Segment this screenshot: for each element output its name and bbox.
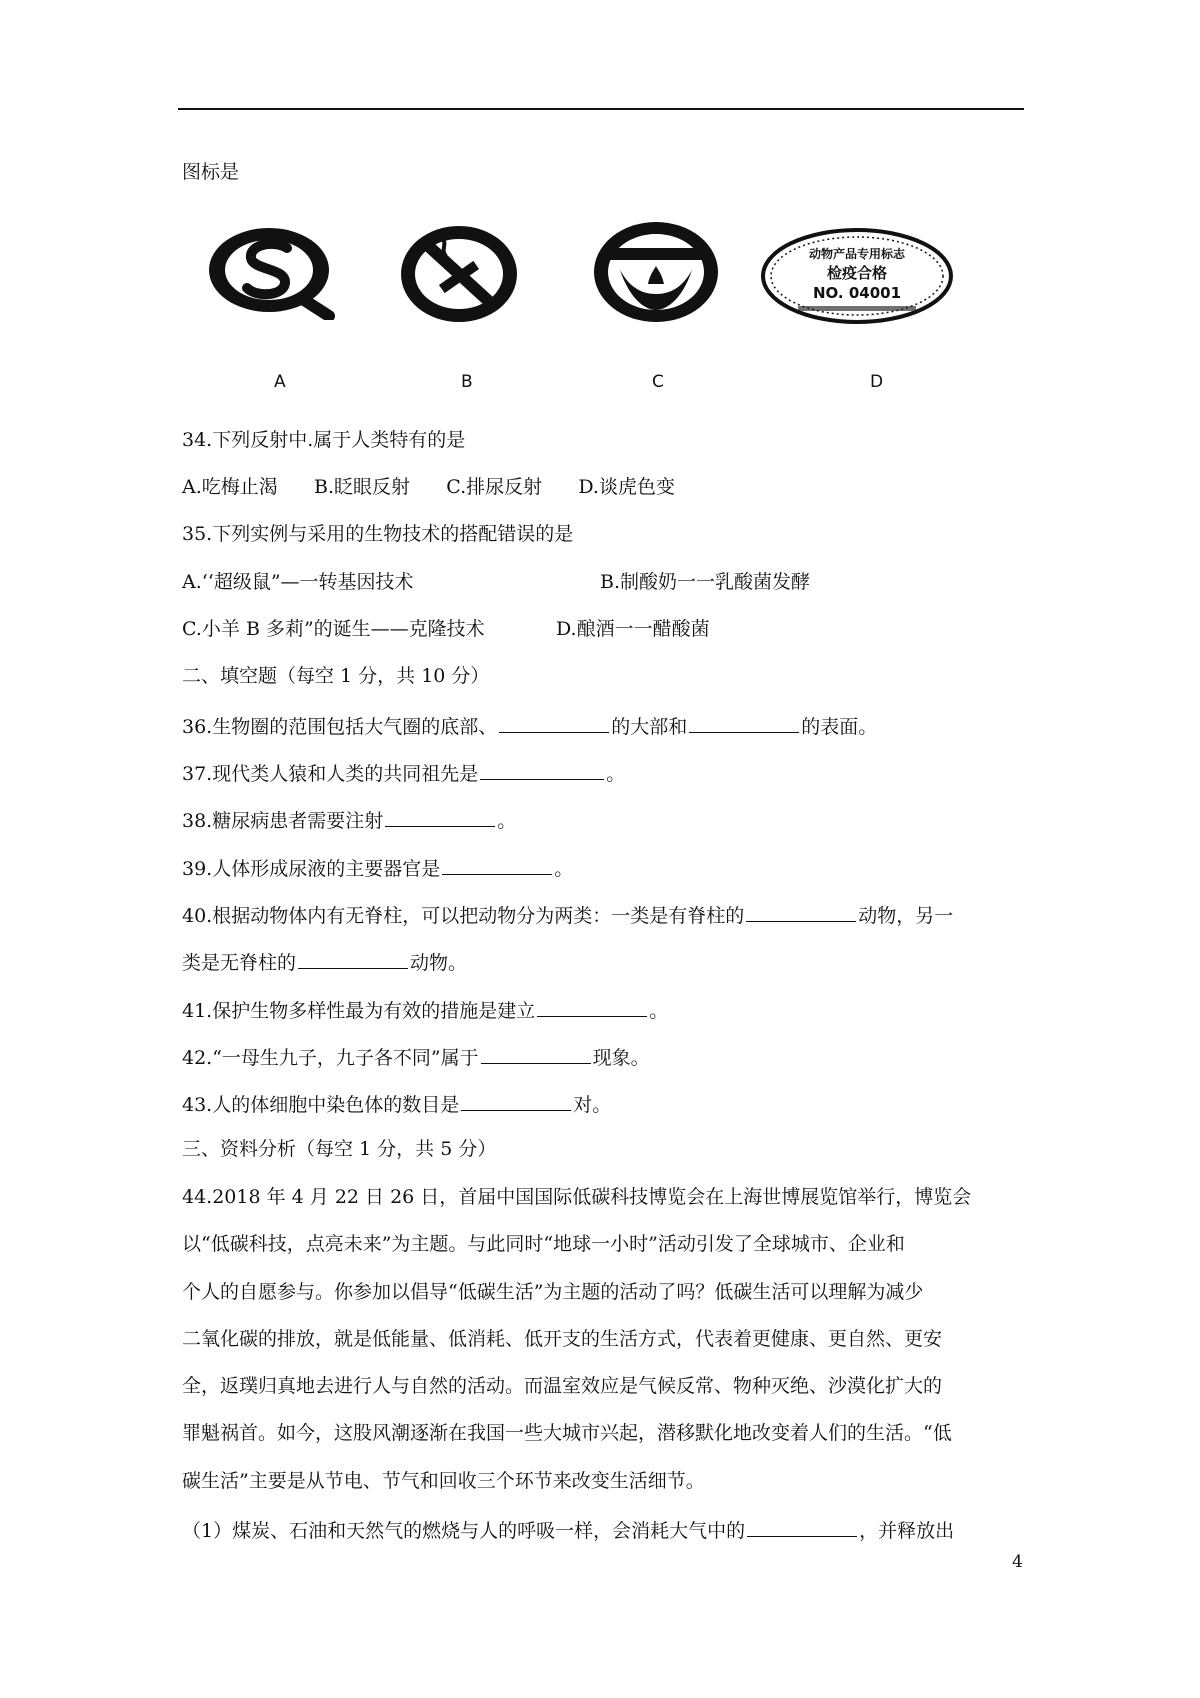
- intro-text: 图标是: [182, 161, 240, 183]
- q40-line-1: [182, 901, 953, 928]
- q36: [182, 712, 877, 739]
- option-label-b: B: [461, 372, 473, 392]
- option-label-c: C: [652, 372, 664, 392]
- q38-text-2: 。: [497, 810, 517, 832]
- page-number: 4: [1012, 1552, 1023, 1572]
- no-smoking-icon: [396, 222, 522, 326]
- answer-blank[interactable]: [480, 759, 604, 780]
- q38: [182, 806, 516, 833]
- q44-paragraph-line: 罪魁祸首。如今，这股风潮逐渐在我国一些大城市兴起，潜移默化地改变着人们的生活。“低: [182, 1422, 952, 1444]
- q44-part-1: [182, 1516, 954, 1543]
- header-rule: [178, 108, 1024, 110]
- q35-option-b: B.制酸奶一一乳酸菌发酵: [600, 571, 811, 593]
- section-3-heading: 三、资料分析（每空 1 分，共 5 分）: [182, 1138, 497, 1160]
- q37-text-2: 。: [606, 763, 626, 785]
- q44-paragraph-line: 全，返璞归真地去进行人与自然的活动。而温室效应是气候反常、物种灭绝、沙漠化扩大的: [182, 1375, 943, 1397]
- q44-1-text-1: （1）煤炭、石油和天然气的燃烧与人的呼吸一样，会消耗大气中的: [182, 1520, 746, 1542]
- q41: [182, 996, 668, 1023]
- q34-stem: 34.下列反射中.属于人类特有的是: [182, 429, 466, 451]
- answer-blank[interactable]: [689, 712, 799, 733]
- option-label-a: A: [274, 372, 286, 392]
- q44-paragraph-line: 个人的自愿参与。你参加以倡导“低碳生活”为主题的活动了吗？低碳生活可以理解为减少: [182, 1281, 924, 1303]
- q42: [182, 1043, 650, 1070]
- q39-text-2: 。: [554, 858, 574, 880]
- option-label-d: D: [870, 372, 884, 392]
- answer-blank[interactable]: [481, 1043, 591, 1064]
- q40-text-1: 40.根据动物体内有无脊柱，可以把动物分为两类：一类是有脊柱的: [182, 905, 745, 927]
- q44-paragraph-line: 二氧化碳的排放，就是低能量、低消耗、低开支的生活方式，代表着更健康、更自然、更安: [182, 1328, 943, 1350]
- q34-options: A.吃梅止渴 B.眨眼反射 C.排尿反射 D.谈虎色变: [182, 476, 675, 498]
- qs-quality-mark-icon: [205, 222, 339, 320]
- quarantine-stamp-icon: [758, 226, 956, 326]
- q43-text-2: 对。: [573, 1094, 612, 1116]
- q41-text-2: 。: [649, 1000, 669, 1022]
- q36-text-1: 36.生物圈的范围包括大气圈的底部、: [182, 716, 498, 738]
- answer-blank[interactable]: [499, 712, 609, 733]
- q38-text-1: 38.糖尿病患者需要注射: [182, 810, 384, 832]
- q40-text-2: 动物，另一: [858, 905, 954, 927]
- q44-paragraph-line: 44.2018 年 4 月 22 日 26 日，首届中国国际低碳科技博览会在上海世博展览馆举行，博览会: [182, 1186, 972, 1208]
- q43-text-1: 43.人的体细胞中染色体的数目是: [182, 1094, 460, 1116]
- answer-blank[interactable]: [461, 1090, 571, 1111]
- q44-paragraph-line: 碳生活”主要是从节电、节气和回收三个环节来改变生活细节。: [182, 1470, 705, 1492]
- q37-text-1: 37.现代类人猿和人类的共同祖先是: [182, 763, 479, 785]
- section-2-heading: 二、填空题（每空 1 分，共 10 分）: [182, 665, 490, 687]
- stamp-text-no: NO. 04001: [812, 284, 902, 302]
- q36-text-2: 的大部和: [611, 716, 688, 738]
- answer-blank[interactable]: [385, 806, 495, 827]
- q39: [182, 854, 573, 881]
- answer-blank[interactable]: [537, 996, 647, 1017]
- q42-text-1: 42.“一母生九子，九子各不同”属于: [182, 1047, 479, 1069]
- stamp-text-top: 动物产品专用标志: [808, 247, 906, 261]
- q36-text-3: 的表面。: [801, 716, 878, 738]
- q43: [182, 1090, 611, 1117]
- answer-blank[interactable]: [298, 948, 408, 969]
- q35-option-d: D.酿酒一一醋酸菌: [556, 618, 710, 640]
- answer-blank[interactable]: [746, 901, 856, 922]
- answer-blank[interactable]: [747, 1516, 857, 1537]
- q35-option-c: C.小羊 B 多莉”的诞生——克隆技术: [182, 618, 485, 640]
- q40-text-4: 动物。: [410, 952, 468, 974]
- q40-text-3: 类是无脊柱的: [182, 952, 297, 974]
- green-food-mark-icon: [590, 218, 722, 326]
- q42-text-2: 现象。: [592, 1047, 650, 1069]
- q41-text-1: 41.保护生物多样性最为有效的措施是建立: [182, 1000, 536, 1022]
- q35-stem: 35.下列实例与采用的生物技术的搭配错误的是: [182, 523, 574, 545]
- q39-text-1: 39.人体形成尿液的主要器官是: [182, 858, 441, 880]
- q37: [182, 759, 625, 786]
- answer-blank[interactable]: [442, 854, 552, 875]
- stamp-text-mid: 检疫合格: [826, 264, 888, 282]
- q44-1-text-2: ，并释放出: [859, 1520, 955, 1542]
- q44-paragraph-line: 以“低碳科技，点亮未来”为主题。与此同时“地球一小时”活动引发了全球城市、企业和: [182, 1233, 905, 1255]
- q35-option-a: A.‘‘超级鼠”—一转基因技术: [182, 571, 414, 593]
- q40-line-2: [182, 948, 467, 975]
